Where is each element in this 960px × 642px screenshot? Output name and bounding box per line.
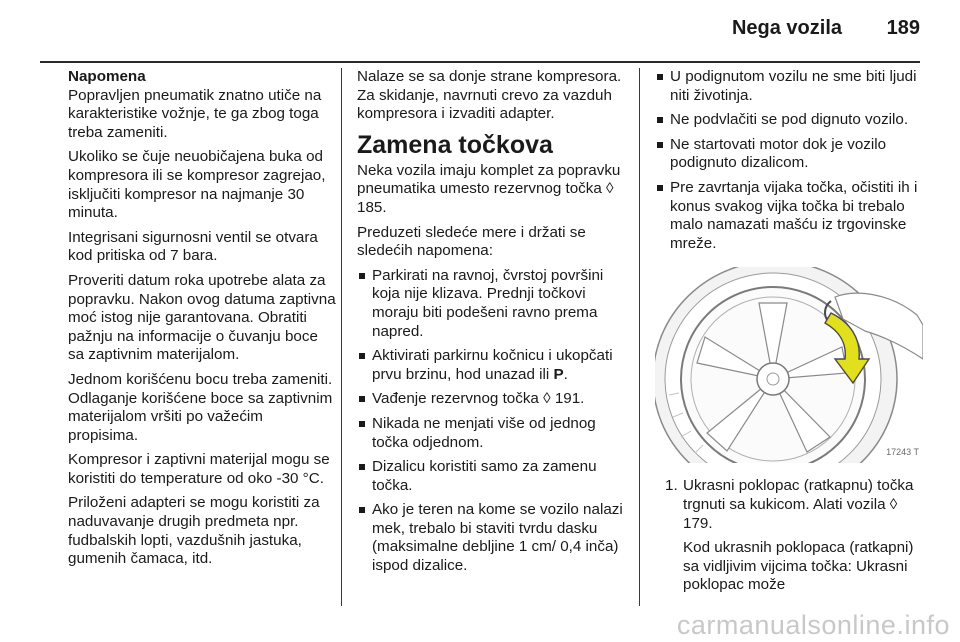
bullet-square-icon: [359, 353, 365, 359]
paragraph: Ukoliko se čuje neuobičajena buka od kompresora ili se kompresor zagrejao, isključiti kompresor na najmanje 30 minuta.: [68, 148, 326, 222]
column-divider: [341, 68, 342, 606]
paragraph: Jednom korišćenu bocu treba zameniti. Odlaganje korišćene boce sa zaptivnim materijalom vršiti po važećim propisima.: [68, 370, 333, 444]
bullet-square-icon: [657, 185, 663, 191]
paragraph: Priloženi adapteri se mogu koristiti za naduvavanje drugih predmeta npr. fudbalskih lopti, vazdušnih jastuka, gumenih čamaca, itd.: [68, 494, 320, 568]
bullet-square-icon: [359, 396, 365, 402]
paragraph: Neka vozila imaju komplet za popravku pneumatika umesto rezervnog točka ◊ 185.: [357, 161, 621, 216]
page-number: 189: [886, 17, 920, 39]
bullet-item: [357, 267, 625, 341]
page-footer: [0, 606, 960, 642]
bullet-item: [357, 458, 625, 495]
bullet-text: Pre zavrtanja vijaka točka, očistiti ih i konus svakog vijka točka bi trebalo malo namazati mašću iz trgovinske mreže.: [670, 178, 918, 252]
bullet-item: [357, 415, 625, 452]
bullet-square-icon: [657, 142, 663, 148]
bullet-square-icon: [359, 273, 365, 279]
bullet-text: U podignutom vozilu ne sme biti ljudi niti životinja.: [670, 68, 917, 104]
step-continuation: Kod ukrasnih poklopaca (ratkapni) sa vidljivim vijcima točka: Ukrasni poklopac može: [683, 539, 914, 594]
bullet-text: Vađenje rezervnog točka ◊ 191.: [372, 390, 585, 408]
column-divider: [639, 68, 640, 606]
paragraph: Preduzeti sledeće mere i držati se sledećih napomena:: [357, 223, 586, 260]
bullet-text: Ako je teren na kome se vozilo nalazi mek, trebalo bi staviti tvrdu dasku (maksimalne debljine 1 cm/ 0,4 inča) ispod dizalice.: [372, 501, 623, 575]
chapter-title: Nega vozila: [731, 17, 842, 39]
bullet-item: [655, 68, 923, 105]
bullet-text: Ne podvlačiti se pod dignuto vozilo.: [670, 111, 909, 129]
watermark: carmanualsonline.info: [676, 610, 950, 640]
paragraph: Integrisani sigurnosni ventil se otvara kod pritiska od 7 bara.: [68, 228, 318, 265]
column-3: [655, 68, 923, 595]
bullet-item: [357, 347, 625, 384]
step-number: 1.: [665, 477, 678, 495]
bullet-text: Ne startovati motor dok je vozilo podignuto dizalicom.: [670, 135, 887, 172]
bullet-square-icon: [359, 464, 365, 470]
bullet-item: [655, 179, 923, 253]
step-text: Ukrasni poklopac (ratkapnu) točka trgnuti sa kukicom. Alati vozila ◊ 179.: [683, 477, 914, 532]
wheel-cover-illustration: [655, 267, 923, 463]
section-title: Zamena točkova: [357, 130, 553, 159]
bullet-square-icon: [359, 421, 365, 427]
bullet-square-icon: [359, 507, 365, 513]
paragraph: Nalaze se sa donje strane kompresora. Za skidanje, navrnuti crevo za vazduh kompresora i izvaditi adapter.: [357, 68, 622, 123]
wheel-cover-icon: [655, 267, 923, 463]
bullet-text: Dizalicu koristiti samo za zamenu točka.: [372, 458, 597, 494]
bullet-item: [655, 136, 923, 173]
paragraph: Kompresor i zaptivni materijal mogu se koristiti do temperature od oko -30 °C.: [68, 451, 330, 487]
note-heading: Napomena: [68, 68, 146, 85]
header-rule: [40, 61, 920, 63]
bullet-item: [655, 111, 923, 130]
page-header: [0, 0, 960, 62]
bullet-square-icon: [657, 117, 663, 123]
bullet-text: Parkirati na ravnoj, čvrstoj površini koja nije klizava. Prednji točkovi moraju biti podešeni ravno prema napred.: [372, 266, 604, 340]
bullet-item: [357, 501, 625, 575]
column-2: [357, 68, 625, 582]
bullet-text: Aktivirati parkirnu kočnicu i ukopčati prvu brzinu, hod unazad ili P.: [372, 347, 613, 383]
bullet-item: [357, 390, 625, 409]
bullet-text: Nikada ne menjati više od jednog točka odjednom.: [372, 414, 596, 451]
column-1: [68, 68, 336, 575]
paragraph: Proveriti datum roka upotrebe alata za popravku. Nakon ovog datuma zaptivna moć istog nije garantovana. Obratiti pažnju na informacije o čuvanju boce sa zaptivnim materijalom.: [68, 271, 336, 364]
figure-code: 17243 T: [886, 446, 919, 457]
paragraph: Popravljen pneumatik znatno utiče na karakteristike vožnje, te ga zbog toga treba zameniti.: [68, 86, 322, 141]
bullet-square-icon: [657, 74, 663, 80]
numbered-step: [655, 477, 923, 533]
